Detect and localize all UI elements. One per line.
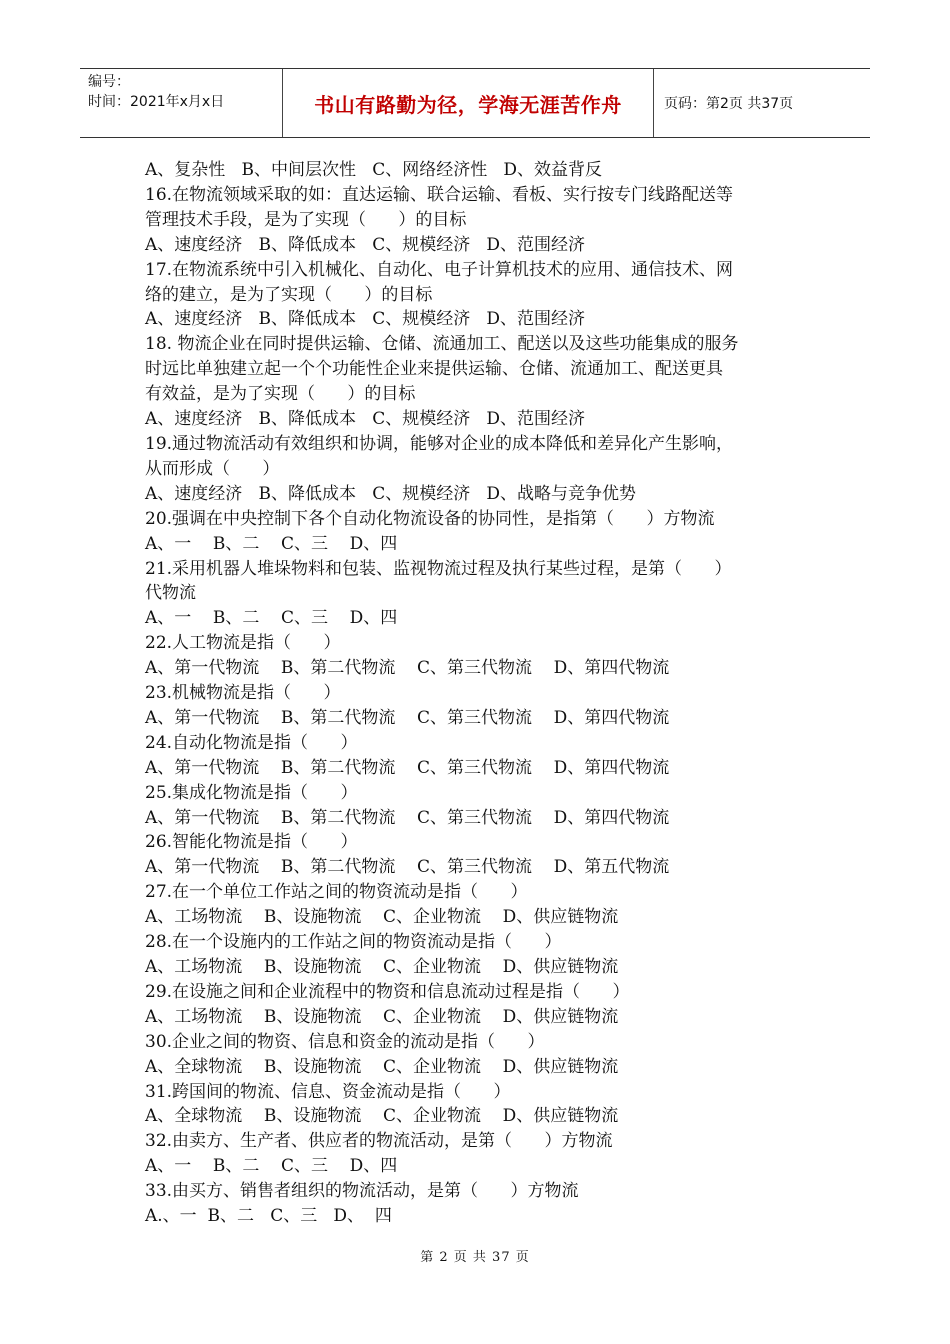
text-line: 29.在设施之间和企业流程中的物资和信息流动过程是指（ ）	[145, 981, 630, 1002]
text-line: A、复杂性 B、中间层次性 C、网络经济性 D、效益背反	[145, 160, 603, 180]
text-line: 19.通过物流活动有效组织和协调，能够对企业的成本降低和差异化产生影响，	[145, 433, 734, 454]
text-line: 23.机械物流是指（ ）	[145, 683, 341, 704]
text-line: 25.集成化物流是指（ ）	[145, 782, 358, 803]
text-line: 20.强调在中央控制下各个自动化物流设备的协同性，是指第（ ）方物流	[145, 508, 715, 529]
text-line: 27.在一个单位工作站之间的物资流动是指（ ）	[145, 882, 528, 903]
text-line: 有效益，是为了实现（ ）的目标	[145, 384, 416, 405]
text-line: A、一 B、二 C、三 D、四	[145, 1156, 398, 1177]
text-line: 络的建立，是为了实现（ ）的目标	[145, 284, 433, 305]
text-line: 28.在一个设施内的工作站之间的物资流动是指（ ）	[145, 932, 562, 953]
text-line: A、一 B、二 C、三 D、四	[145, 608, 398, 629]
text-line: 16.在物流领域采取的如：直达运输、联合运输、看板、实行按专门线路配送等	[145, 184, 734, 205]
text-line: A、一 B、二 C、三 D、四	[145, 533, 398, 554]
text-line: A、工场物流 B、设施物流 C、企业物流 D、供应链物流	[145, 957, 619, 977]
text-line: A、第一代物流 B、第二代物流 C、第三代物流 D、第四代物流	[145, 707, 670, 728]
text-line: A、速度经济 B、降低成本 C、规模经济 D、范围经济	[145, 234, 586, 255]
text-line: A、第一代物流 B、第二代物流 C、第三代物流 D、第四代物流	[145, 807, 670, 828]
document-date: 时间：2021年x月x日	[88, 94, 225, 110]
text-line: 32.由卖方、生产者、供应者的物流活动，是第（ ）方物流	[145, 1131, 613, 1152]
header-page-info: 页码：第2页 共37页	[664, 96, 794, 112]
page-header	[80, 68, 870, 138]
text-line: A.、一 B、二 C、三 D、 四	[145, 1206, 392, 1227]
text-line: A、第一代物流 B、第二代物流 C、第三代物流 D、第四代物流	[145, 658, 670, 679]
text-line: 时远比单独建立起一个个功能性企业来提供运输、仓储、流通加工、配送更具	[145, 359, 723, 380]
text-line: A、工场物流 B、设施物流 C、企业物流 D、供应链物流	[145, 1006, 619, 1027]
text-line: A、速度经济 B、降低成本 C、规模经济 D、战略与竞争优势	[145, 483, 637, 504]
text-line: A、速度经济 B、降低成本 C、规模经济 D、范围经济	[145, 409, 586, 430]
header-left	[80, 69, 282, 137]
text-line: 22.人工物流是指（ ）	[145, 633, 341, 654]
document-number-label: 编号：	[88, 74, 130, 90]
header-motto: 书山有路勤为径，学海无涯苦作舟	[282, 69, 654, 137]
text-line: 24.自动化物流是指（ ）	[145, 732, 358, 753]
text-line: A、工场物流 B、设施物流 C、企业物流 D、供应链物流	[145, 907, 619, 928]
document-body	[145, 158, 825, 1229]
text-line: 21.采用机器人堆垛物料和包装、监视物流过程及执行某些过程，是第（ ）	[145, 558, 732, 579]
text-line: 代物流	[145, 583, 196, 604]
text-line: 17.在物流系统中引入机械化、自动化、电子计算机技术的应用、通信技术、网	[145, 259, 734, 280]
text-line: 26.智能化物流是指（ ）	[145, 832, 358, 853]
text-line: A、全球物流 B、设施物流 C、企业物流 D、供应链物流	[145, 1106, 619, 1127]
text-line: 30.企业之间的物资、信息和资金的流动是指（ ）	[145, 1031, 545, 1052]
text-line: 18. 物流企业在同时提供运输、仓储、流通加工、配送以及这些功能集成的服务	[145, 334, 739, 355]
text-line: 管理技术手段，是为了实现（ ）的目标	[145, 209, 467, 230]
text-line: A、第一代物流 B、第二代物流 C、第三代物流 D、第五代物流	[145, 857, 670, 878]
text-line: 31.跨国间的物流、信息、资金流动是指（ ）	[145, 1081, 511, 1102]
text-line: A、全球物流 B、设施物流 C、企业物流 D、供应链物流	[145, 1056, 619, 1077]
text-line: 33.由买方、销售者组织的物流活动，是第（ ）方物流	[145, 1181, 579, 1202]
text-line: 从而形成（ ）	[145, 458, 280, 479]
text-line: A、速度经济 B、降低成本 C、规模经济 D、范围经济	[145, 309, 586, 330]
text-line: A、第一代物流 B、第二代物流 C、第三代物流 D、第四代物流	[145, 757, 670, 778]
page-footer: 第 2 页 共 37 页	[420, 1250, 530, 1265]
